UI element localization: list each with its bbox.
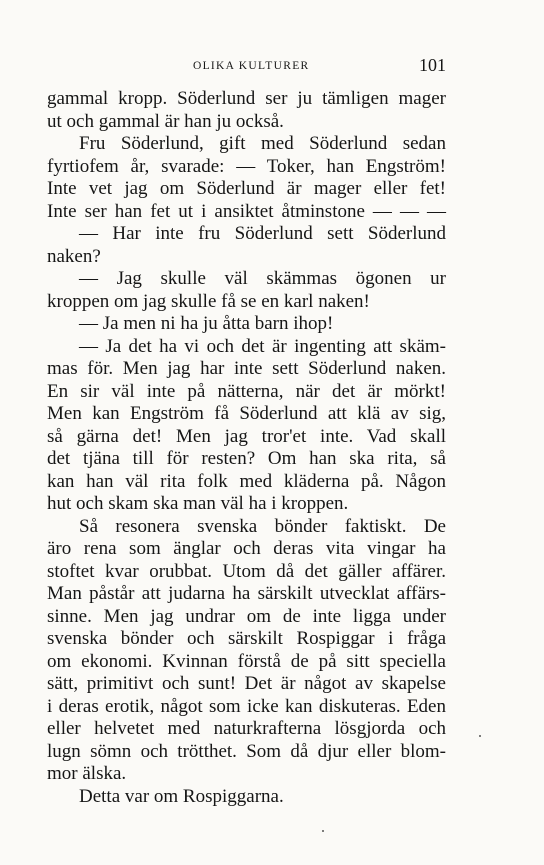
text-line: — Ja det ha vi och det är ingenting att skäm- (79, 335, 446, 357)
text-line: lugn sömn och trötthet. Som då djur eller blom- (47, 740, 446, 762)
text-line: Detta var om Rospiggarna. (79, 785, 284, 807)
text-line: Man påstår att judarna ha särskilt utvecklat affärs- (47, 583, 446, 604)
text-line: stoftet kvar orubbat. Utom då det gäller affärer. (47, 560, 446, 582)
text-line: sätt, primitivt och sunt! Det är något av skapelse (47, 673, 446, 694)
text-line: om ekonomi. Kvinnan förstå de på sitt speciella (47, 650, 446, 672)
text-line: — Jag skulle väl skämmas ögonen ur (79, 268, 446, 289)
text-line: Inte vet jag om Söderlund är mager eller fet! (47, 178, 446, 199)
text-line: — Ja men ni ha ju åtta barn ihop! (79, 313, 334, 334)
text-line: i deras erotik, något som icke kan diskuteras. Eden (47, 695, 446, 717)
running-title: OLIKA KULTURER (193, 60, 310, 72)
text-line: Så resonera svenska bönder faktiskt. De (79, 515, 446, 537)
text-line: Men kan Engström få Söderlund att klä av sig, (47, 403, 446, 424)
text-line: kroppen om jag skulle få se en karl naken! (47, 290, 370, 312)
text-line: En sir väl inte på nätterna, när det är mörkt! (47, 380, 446, 402)
paper-speck (322, 830, 324, 832)
text-line: äro rena som änglar och deras vita vingar ha (47, 538, 446, 559)
text-line: sinne. Men jag undrar om de inte ligga under (47, 605, 446, 627)
text-line: kan han väl rita folk med kläderna på. Någon (47, 470, 446, 492)
text-line: ut och gammal är han ju också. (47, 110, 284, 132)
text-line: fyrtiofem år, svarade: — Toker, han Engström! (47, 155, 446, 177)
text-line: det tjäna till för resten? Om han ska rita, så (47, 448, 446, 469)
page-header (46, 55, 446, 81)
text-line: Fru Söderlund, gift med Söderlund sedan (79, 133, 446, 154)
text-line: Inte ser han fet ut i ansiktet åtminstone — — — (47, 200, 446, 222)
page-number: 101 (419, 55, 446, 75)
text-line: mor älska. (47, 763, 127, 784)
text-line: eller helvetet med naturkrafterna lösgjorda och (47, 718, 446, 739)
text-line: gammal kropp. Söderlund ser ju tämligen mager (47, 88, 446, 109)
text-line: mas för. Men jag har inte sett Söderlund naken. (47, 358, 446, 379)
text-line: svenska bönder och särskilt Rospiggar i fråga (47, 628, 446, 649)
text-line: — Har inte fru Söderlund sett Söderlund (79, 223, 446, 244)
paper-speck (479, 735, 481, 737)
text-line: naken? (47, 245, 101, 267)
body-text (47, 88, 446, 808)
text-line: hut och skam ska man väl ha i kroppen. (47, 493, 349, 514)
text-line: så gärna det! Men jag tror'et inte. Vad skall (47, 425, 446, 447)
